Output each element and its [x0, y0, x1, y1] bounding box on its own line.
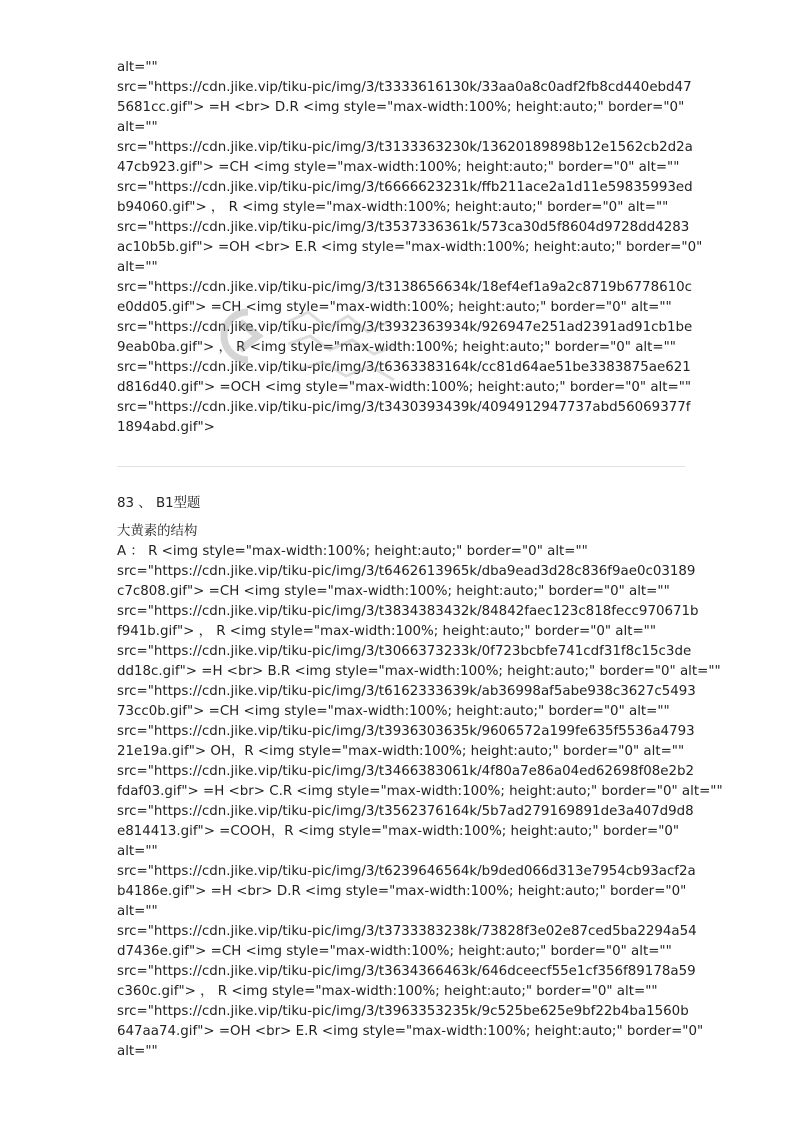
section-divider	[117, 466, 685, 467]
document-page	[117, 58, 723, 1062]
answer-text-line: alt=""	[117, 60, 158, 75]
question-text-line: c360c.gif"> ， R <img style="max-width:100%; height:auto;" border="0" alt=""	[117, 984, 658, 999]
question-text-line: src="https://cdn.jike.vip/tiku-pic/img/3/t3963353235k/9c525be625e9bf22b4ba1560b	[117, 1004, 689, 1019]
answer-text-line: 9eab0ba.gif"> ， R <img style="max-width:100%; height:auto;" border="0" alt=""	[117, 340, 676, 355]
answer-text-line: alt=""	[117, 260, 158, 275]
answer-text-line: d816d40.gif"> =OCH <img style="max-width:100%; height:auto;" border="0" alt=""	[117, 380, 692, 395]
question-text-line: alt=""	[117, 844, 158, 859]
question-text-line: b4186e.gif"> =H <br> D.R <img style="max-width:100%; height:auto;" border="0"	[117, 884, 687, 899]
answer-text-line: src="https://cdn.jike.vip/tiku-pic/img/3/t3138656634k/18ef4ef1a9a2c8719b6778610c	[117, 280, 693, 295]
answer-text-line: src="https://cdn.jike.vip/tiku-pic/img/3/t3430393439k/4094912947737abd56069377f	[117, 400, 691, 415]
answer-text-line: b94060.gif"> ， R <img style="max-width:100%; height:auto;" border="0" alt=""	[117, 200, 669, 215]
question-header: 83 、 B1型题	[117, 496, 201, 511]
question-text-line: 647aa74.gif"> =OH <br> E.R <img style="max-width:100%; height:auto;" border="0"	[117, 1024, 704, 1039]
question-text-line: 21e19a.gif"> OH，R <img style="max-width:100%; height:auto;" border="0" alt=""	[117, 744, 685, 759]
answer-text-line: src="https://cdn.jike.vip/tiku-pic/img/3/t6666623231k/ffb211ace2a1d11e59835993ed	[117, 180, 693, 195]
question-text-line: src="https://cdn.jike.vip/tiku-pic/img/3/t3634366463k/646dceecf55e1cf356f89178a59	[117, 964, 696, 979]
question-text-line: 73cc0b.gif"> =CH <img style="max-width:100%; height:auto;" border="0" alt=""	[117, 704, 670, 719]
question-text-line: A ： R <img style="max-width:100%; height:auto;" border="0" alt=""	[117, 544, 588, 559]
question-text-line: alt=""	[117, 904, 158, 919]
question-text-line: alt=""	[117, 1044, 158, 1059]
question-text-line: f941b.gif"> ， R <img style="max-width:100%; height:auto;" border="0" alt=""	[117, 624, 657, 639]
answer-text-line: alt=""	[117, 120, 158, 135]
question-text-line: src="https://cdn.jike.vip/tiku-pic/img/3/t3066373233k/0f723bcbfe741cdf31f8c15c3de	[117, 644, 692, 659]
question-text-line: src="https://cdn.jike.vip/tiku-pic/img/3/t3936303635k/9606572a199fe635f5536a4793	[117, 724, 695, 739]
question-body	[117, 542, 723, 1062]
question-text-line: src="https://cdn.jike.vip/tiku-pic/img/3/t3466383061k/4f80a7e86a04ed62698f08e2b2	[117, 764, 695, 779]
question-text-line: src="https://cdn.jike.vip/tiku-pic/img/3/t3733383238k/73828f3e02e87ced5ba2294a54	[117, 924, 697, 939]
answer-text-line: src="https://cdn.jike.vip/tiku-pic/img/3/t3537336361k/573ca30d5f8604d9728dd4283	[117, 220, 690, 235]
question-text-line: d7436e.gif"> =CH <img style="max-width:100%; height:auto;" border="0" alt=""	[117, 944, 672, 959]
question-text-line: src="https://cdn.jike.vip/tiku-pic/img/3/t6462613965k/dba9ead3d28c836f9ae0c03189	[117, 564, 696, 579]
answer-text-line: src="https://cdn.jike.vip/tiku-pic/img/3/t6363383164k/cc81d64ae51be3383875ae621	[117, 360, 691, 375]
question-title: 大黄素的结构	[117, 524, 198, 539]
answer-text-line: src="https://cdn.jike.vip/tiku-pic/img/3/t3333616130k/33aa0a8c0adf2fb8cd440ebd47	[117, 80, 692, 95]
answer-text-line: src="https://cdn.jike.vip/tiku-pic/img/3/t3932363934k/926947e251ad2391ad91cb1be	[117, 320, 693, 335]
answer-text-line: 1894abd.gif">	[117, 420, 215, 435]
answer-text-line: 5681cc.gif"> =H <br> D.R <img style="max-width:100%; height:auto;" border="0"	[117, 100, 685, 115]
question-text-line: src="https://cdn.jike.vip/tiku-pic/img/3/t3834383432k/84842faec123c818fecc970671b	[117, 604, 699, 619]
answer-text-line: src="https://cdn.jike.vip/tiku-pic/img/3/t3133363230k/13620189898b12e1562cb2d2a	[117, 140, 693, 155]
question-text-line: c7c808.gif"> =CH <img style="max-width:100%; height:auto;" border="0" alt=""	[117, 584, 670, 599]
question-text-line: e814413.gif"> =COOH，R <img style="max-width:100%; height:auto;" border="0"	[117, 824, 680, 839]
answer-text-line: 47cb923.gif"> =CH <img style="max-width:100%; height:auto;" border="0" alt=""	[117, 160, 680, 175]
answer-text-line: e0dd05.gif"> =CH <img style="max-width:100%; height:auto;" border="0" alt=""	[117, 300, 672, 315]
question-text-line: dd18c.gif"> =H <br> B.R <img style="max-width:100%; height:auto;" border="0" alt=""	[117, 664, 721, 679]
question-text-line: fdaf03.gif"> =H <br> C.R <img style="max-width:100%; height:auto;" border="0" alt=""	[117, 784, 723, 799]
answer-text-line: ac10b5b.gif"> =OH <br> E.R <img style="max-width:100%; height:auto;" border="0"	[117, 240, 703, 255]
question-text-line: src="https://cdn.jike.vip/tiku-pic/img/3/t3562376164k/5b7ad279169891de3a407d9d8	[117, 804, 694, 819]
previous-answer-block	[117, 58, 703, 438]
question-text-line: src="https://cdn.jike.vip/tiku-pic/img/3/t6162333639k/ab36998af5abe938c3627c5493	[117, 684, 696, 699]
question-text-line: src="https://cdn.jike.vip/tiku-pic/img/3/t6239646564k/b9ded066d313e7954cb93acf2a	[117, 864, 696, 879]
